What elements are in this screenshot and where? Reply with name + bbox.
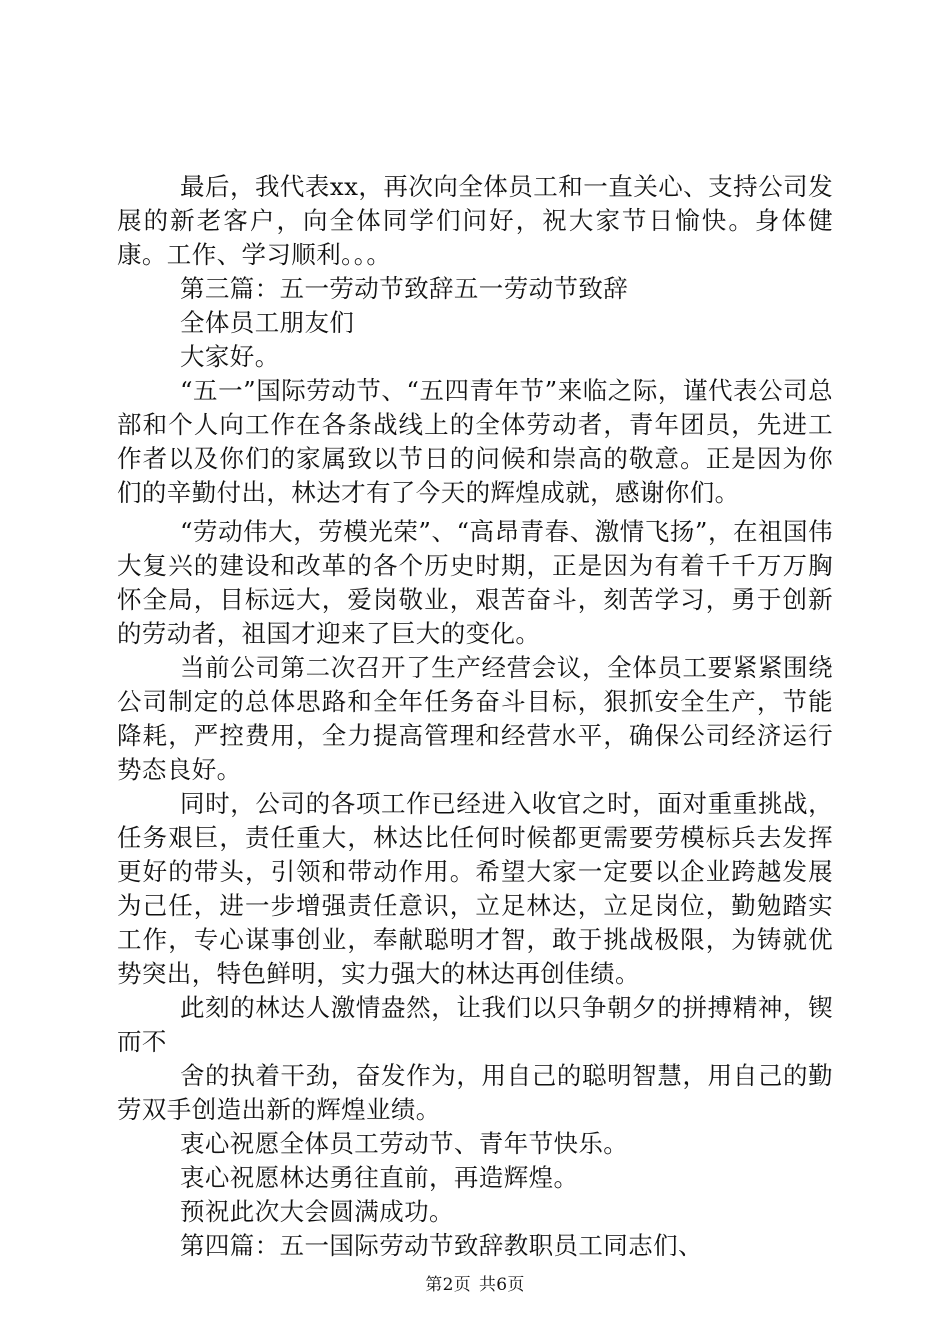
wish-labor-day: 衷心祝愿全体员工劳动节、青年节快乐。 xyxy=(180,1129,629,1158)
paragraph-holiday-greetings: “五一”国际劳动节、“五四青年节”来临之际，谨代表公司总部和个人向工作在各条战线上的全体劳动者，青年团员，先进工作者以及你们的家属致以节日的问候和崇高的敬意。正是因为你们的辛勤付出，林达才有了今天的辉煌成就，感谢你们。 xyxy=(117,376,833,507)
document-body xyxy=(117,170,833,1263)
page-footer xyxy=(0,1274,950,1296)
wish-company: 衷心祝愿林达勇往直前，再造辉煌。 xyxy=(180,1163,579,1192)
paragraph-passion: 此刻的林达人激情盎然，让我们以只争朝夕的拼搏精神，锲而不 xyxy=(117,993,833,1056)
page-total: 共6页 xyxy=(479,1275,525,1295)
section-heading-part-three: 第三篇：五一劳动节致辞五一劳动节致辞 xyxy=(180,274,629,303)
paragraph-continued: 舍的执着干劲，奋发作为，用自己的聪明智慧，用自己的勤劳双手创造出新的辉煌业绩。 xyxy=(117,1061,833,1124)
greeting: 大家好。 xyxy=(180,342,280,371)
paragraph-challenges: 同时，公司的各项工作已经进入收官之时，面对重重挑战，任务艰巨，责任重大，林达比任何时候都更需要劳模标兵去发挥更好的带头，引领和带动作用。希望大家一定要以企业跨越发展为己任，进一步增强责任意识，立足林达，立足岗位，勤勉踏实工作，专心谋事创业，奉献聪明才智，敢于挑战极限，为铸就优势突出，特色鲜明，实力强大的林达再创佳绩。 xyxy=(117,789,833,988)
section-heading-part-four: 第四篇：五一国际劳动节致辞教职员工同志们、 xyxy=(180,1231,703,1260)
wish-meeting: 预祝此次大会圆满成功。 xyxy=(180,1197,454,1226)
page-number: 第2页 xyxy=(425,1275,471,1295)
paragraph-closing-remarks: 最后，我代表xx，再次向全体员工和一直关心、支持公司发展的新老客户，向全体同学们问好，祝大家节日愉快。身体健康。工作、学习顺利。。。 xyxy=(117,172,833,269)
paragraph-labor-glory: “劳动伟大，劳模光荣”、“高昂青春、激情飞扬”，在祖国伟大复兴的建设和改革的各个历史时期，正是因为有着千千万万胸怀全局，目标远大，爱岗敬业，艰苦奋斗，刻苦学习，勇于创新的劳动者，祖国才迎来了巨大的变化。 xyxy=(117,517,833,648)
paragraph-production-meeting: 当前公司第二次召开了生产经营会议，全体员工要紧紧围绕公司制定的总体思路和全年任务奋斗目标，狠抓安全生产，节能降耗，严控费用，全力提高管理和经营水平，确保公司经济运行势态良好。 xyxy=(117,653,833,784)
salutation: 全体员工朋友们 xyxy=(180,308,355,337)
